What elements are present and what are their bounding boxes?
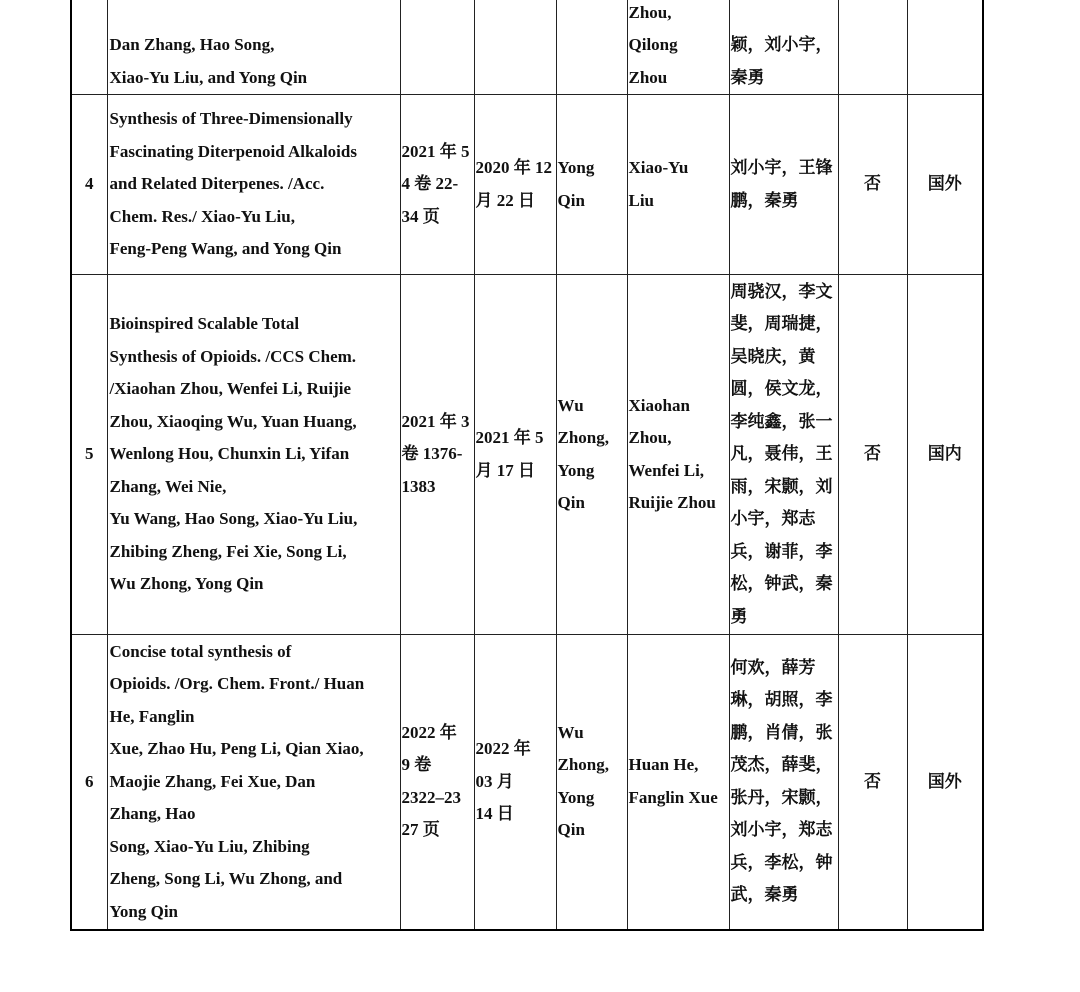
authors-chinese-cell [729, 275, 838, 635]
corresponding-author-cell [556, 635, 627, 930]
first-author-cell [627, 95, 729, 275]
cell-line: 何欢，薛芳 [730, 657, 816, 677]
cell-line: 2020 年 12 [475, 158, 552, 177]
publications-table-wrapper [70, 0, 982, 931]
cell-line: 张丹，宋颢， [730, 787, 833, 807]
first-author-cell [627, 0, 729, 95]
authors-chinese-cell [729, 95, 838, 275]
cell-line: Song, Xiao-Yu Liu, Zhibing [109, 836, 310, 856]
cell-line: 圆，侯文龙， [730, 379, 833, 399]
paper-title-cell [107, 0, 400, 95]
corresponding-author-cell [556, 0, 627, 95]
cell-line: Qin [557, 493, 585, 512]
table-row [71, 635, 983, 930]
cell-line: 4 卷 22- [401, 174, 459, 194]
cell-line: Wenlong Hou, Chunxin Li, Yifan [109, 444, 350, 464]
cell-line: Huan He, [628, 755, 699, 775]
volume-pages-cell [400, 275, 474, 635]
cell-line: 月 17 日 [475, 460, 535, 480]
cell-line: 14 日 [475, 804, 514, 823]
cell-line: and Related Diterpenes. /Acc. [109, 174, 325, 194]
cell-line: 1383 [401, 476, 436, 496]
cell-line: Zhang, Wei Nie, [109, 476, 227, 496]
cell-line: Concise total synthesis of [109, 641, 292, 661]
cell-line: Zhibing Zheng, Fei Xie, Song Li, [109, 541, 347, 561]
region-cell [907, 0, 983, 95]
cell-line: Zhong, [557, 755, 609, 775]
cell-line: Yong [557, 158, 595, 177]
cell-line: 李纯鑫，张一 [730, 411, 833, 431]
cell-line: Qin [557, 190, 585, 210]
row-number: 6 [71, 635, 107, 930]
cell-line: 月 22 日 [475, 190, 535, 210]
cell-line: 27 页 [401, 820, 440, 840]
cell-line: 2022 年 [401, 722, 457, 742]
cell-line: 2021 年 5 [475, 428, 544, 447]
cell-line: Ruijie Zhou [628, 493, 716, 512]
paper-title-cell [107, 275, 400, 635]
cell-line: Fanglin Xue [628, 787, 718, 807]
cell-line: 凡，聂伟，王 [730, 444, 833, 464]
publish-date-cell [474, 275, 556, 635]
cell-line: Wu [557, 722, 584, 742]
cell-line: 茂杰，薛斐， [730, 755, 833, 775]
region-cell: 国外 [907, 95, 983, 275]
cell-line: 武，秦勇 [730, 885, 799, 905]
flag-cell: 否 [838, 635, 907, 930]
cell-line: /Xiaohan Zhou, Wenfei Li, Ruijie [109, 379, 352, 399]
flag-cell: 否 [838, 275, 907, 635]
publish-date-cell [474, 0, 556, 95]
row-number: 4 [71, 95, 107, 275]
cell-line: Zheng, Song Li, Wu Zhong, and [109, 869, 343, 888]
cell-line: Maojie Zhang, Fei Xue, Dan [109, 771, 316, 791]
cell-line: Yong Qin [109, 901, 178, 921]
cell-line: 小宇，郑志 [730, 509, 816, 529]
cell-line: Zhou, [628, 2, 672, 22]
cell-line: 2021 年 3 [401, 411, 470, 431]
region-cell: 国内 [907, 275, 983, 635]
cell-line: Zhang, Hao [109, 804, 196, 823]
cell-line: 颖，刘小宇， [730, 35, 833, 54]
cell-line: 雨，宋颢，刘 [730, 476, 833, 496]
paper-title-cell [107, 95, 400, 275]
cell-line: He, Fanglin [109, 706, 195, 726]
cell-line: Wu [557, 395, 584, 415]
volume-pages-cell [400, 95, 474, 275]
cell-line: Chem. Res./ Xiao-Yu Liu, [109, 206, 295, 226]
cell-line: 秦勇 [730, 67, 765, 87]
cell-line: 2021 年 5 [401, 141, 470, 161]
cell-line: 勇 [730, 606, 748, 626]
cell-line: Liu [628, 190, 655, 210]
cell-line: Zhou, Xiaoqing Wu, Yuan Huang, [109, 411, 357, 431]
cell-line: Xiao-Yu [628, 158, 689, 177]
flag-cell: 否 [838, 95, 907, 275]
table-row [71, 0, 983, 95]
table-row [71, 275, 983, 635]
cell-line: 刘小宇，王锋 [730, 158, 833, 177]
cell-line: 吴晓庆，黄 [730, 346, 816, 366]
cell-line: Synthesis of Three-Dimensionally [109, 109, 353, 129]
region-cell: 国外 [907, 635, 983, 930]
cell-line: Zhong, [557, 428, 609, 447]
cell-line: 2022 年 [475, 739, 531, 758]
volume-pages-cell [400, 0, 474, 95]
authors-chinese-cell [729, 0, 838, 95]
cell-line: 周骁汉，李文 [730, 281, 833, 301]
cell-line: Qin [557, 820, 585, 840]
table-row [71, 95, 983, 275]
cell-line: Xiao-Yu Liu, and Yong Qin [109, 67, 308, 87]
cell-line: Xiaohan [628, 395, 690, 415]
cell-line: Yong [557, 787, 595, 807]
corresponding-author-cell [556, 95, 627, 275]
row-number: 5 [71, 275, 107, 635]
cell-line: Zhou, [628, 428, 672, 447]
cell-line: Zhou [628, 67, 668, 87]
cell-line: 03 月 [475, 771, 514, 791]
first-author-cell [627, 635, 729, 930]
cell-line: 34 页 [401, 206, 440, 226]
cell-line: 鹏，秦勇 [730, 190, 799, 210]
first-author-cell [627, 275, 729, 635]
cell-line: 卷 1376- [401, 444, 463, 464]
cell-line: Wenfei Li, [628, 460, 705, 480]
corresponding-author-cell [556, 275, 627, 635]
cell-line: 松，钟武，秦 [730, 574, 833, 594]
cell-line: Feng-Peng Wang, and Yong Qin [109, 239, 342, 259]
flag-cell [838, 0, 907, 95]
cell-line: 斐，周瑞捷， [730, 314, 833, 334]
publications-table [70, 0, 984, 931]
volume-pages-cell [400, 635, 474, 930]
cell-line: 兵，谢菲，李 [730, 541, 833, 561]
cell-line: 兵，李松，钟 [730, 852, 833, 872]
cell-line: Wu Zhong, Yong Qin [109, 574, 264, 594]
authors-chinese-cell [729, 635, 838, 930]
cell-line: 琳，胡照，李 [730, 690, 833, 710]
publish-date-cell [474, 95, 556, 275]
cell-line: 刘小宇，郑志 [730, 820, 833, 840]
cell-line: Opioids. /Org. Chem. Front./ Huan [109, 674, 365, 693]
publish-date-cell [474, 635, 556, 930]
cell-line: Fascinating Diterpenoid Alkaloids [109, 141, 357, 161]
cell-line: Qilong [628, 35, 678, 54]
cell-line: 鹏，肖倩，张 [730, 722, 833, 742]
cell-line: Xue, Zhao Hu, Peng Li, Qian Xiao, [109, 739, 364, 758]
cell-line: Dan Zhang, Hao Song, [109, 35, 275, 54]
table-body [71, 0, 983, 930]
cell-line: Synthesis of Opioids. /CCS Chem. [109, 346, 357, 366]
row-number [71, 0, 107, 95]
cell-line: Yu Wang, Hao Song, Xiao-Yu Liu, [109, 509, 358, 529]
cell-line: 9 卷 [401, 755, 432, 775]
paper-title-cell [107, 635, 400, 930]
cell-line: Yong [557, 460, 595, 480]
cell-line: Bioinspired Scalable Total [109, 314, 300, 334]
cell-line: 2322–23 [401, 787, 461, 807]
